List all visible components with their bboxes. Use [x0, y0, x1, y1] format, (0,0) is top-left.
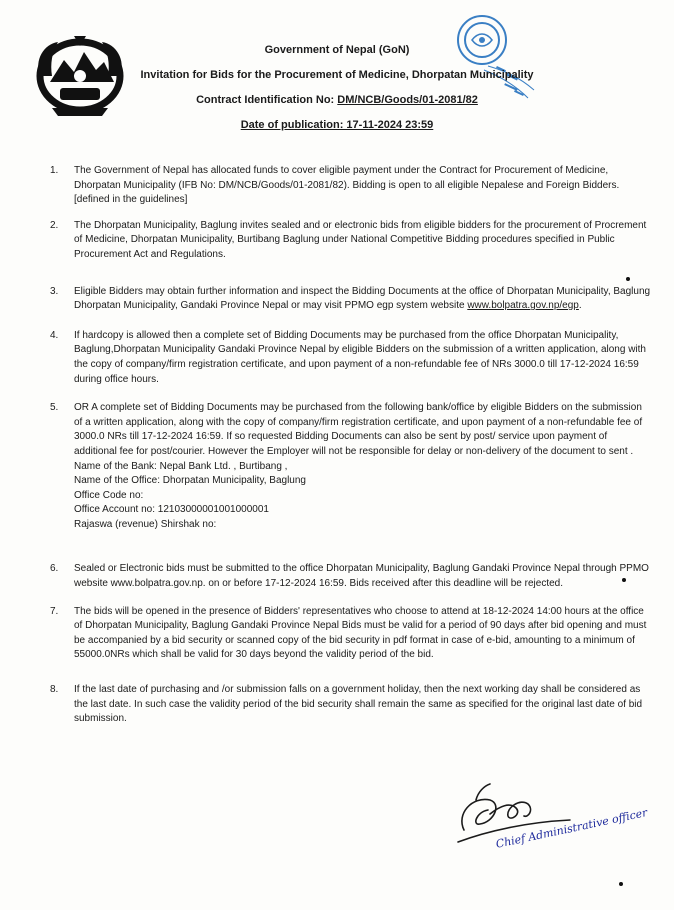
office-account-line: Office Account no: 12103000001001000001	[74, 504, 269, 516]
scan-speck	[619, 882, 623, 886]
list-item	[50, 219, 652, 263]
list-item	[50, 164, 652, 208]
item-text: The bids will be opened in the presence of Bidders' representatives who choose to attend at 18-12-2024 14:00 hours at the office of Dhorpatan Municipality, Baglung Gandaki Province Nepal Bids must be valid for a period of 90 days after bid opening and must be accompanied by a bid security or scanned copy of the bid security in pdf format in case of e-bid, amounting to a minimum of 55000.0NRs which shall be valid for 30 days beyond the validity period of the bid.	[74, 605, 647, 661]
list-item	[50, 401, 652, 532]
item-number: 3.	[50, 285, 59, 297]
government-title: Government of Nepal (GoN)	[264, 44, 410, 56]
item-text: If the last date of purchasing and /or submission falls on a government holiday, then the next working day shall be considered as the last date. In such case the validity period of the bid security shall remain the same as specified for the original last date of bid submission.	[74, 684, 643, 725]
item-text: OR A complete set of Bidding Documents may be purchased from the following bank/office by eligible Bidders on the submission of a written application, along with the copy of company/firm registration certificate, and upon payment of a non-refundable fee of 3000.0 NRs till 17-12-2024 16:59. If so requested Bidding Documents can also be sent by post/ service upon payment of additional fee for post/courier. However the Employer will not be responsible for delay or non-delivery of the document to sent .	[74, 402, 643, 457]
item-number: 7.	[50, 605, 59, 617]
officer-title: Chief Administrative officer	[494, 806, 649, 851]
item-number: 1.	[50, 165, 59, 176]
scan-speck	[622, 578, 626, 582]
item-number: 2.	[50, 219, 59, 231]
item-text: If hardcopy is allowed then a complete set of Bidding Documents may be purchased from the office Dhorpatan Municipality, Baglung,Dhorpatan Municipality Gandaki Province Nepal by eligible Bidders on the submission of a written application, along with the copy of company/firm registration certificate, and upon payment of a non-refundable fee of NRs 3000.0 till 17-12-2024 16:59 during office hours.	[74, 329, 646, 385]
publication-date: Date of publication: 17-11-2024 23:59	[240, 119, 434, 131]
list-item	[50, 285, 652, 314]
list-item	[50, 605, 652, 663]
contract-id-line	[0, 88, 674, 113]
item-text: The Dhorpatan Municipality, Baglung invites sealed and or electronic bids from eligible bidders for the procurement of Procrement of Medicine, Dhorpatan Municipality, Burtibang Baglung under National Competitive Bidding procedures specified in Public Procurement Act and Regulations.	[74, 219, 647, 260]
item-number: 6.	[50, 563, 59, 575]
item-number: 4.	[50, 329, 59, 341]
revenue-head-line: Rajaswa (revenue) Shirshak no:	[74, 518, 217, 530]
item-number: 5.	[50, 402, 59, 414]
contract-id-value: DM/NCB/Goods/01-2081/82	[337, 94, 478, 106]
item-text-tail: .	[578, 300, 582, 312]
handwritten-signature	[450, 770, 620, 860]
item-text: Sealed or Electronic bids must be submitted to the office Dhorpatan Municipality, Baglung Gandaki Province Nepal through PPMO website www.bolpatra.gov.np. on or before 17-12-2024 16:59. Bids received after this deadline will be rejected.	[74, 563, 649, 590]
egp-website-link[interactable]: www.bolpatra.gov.np/egp	[467, 300, 579, 312]
list-item	[50, 329, 652, 387]
office-code-line: Office Code no:	[74, 489, 144, 501]
list-item	[50, 562, 652, 591]
item-number: 8.	[50, 684, 59, 696]
item-text: The Government of Nepal has allocated funds to cover eligible payment under the Contract for Procurement of Medicine, Dhorpatan Municipality (IFB No: DM/NCB/Goods/01-2081/82). Bidding is open to all eligible Nepalese and Foreign Bidders.[defined in the guidelines]	[74, 165, 620, 206]
document-header	[0, 38, 674, 138]
scan-speck	[626, 277, 630, 281]
bid-items-list	[50, 164, 652, 727]
invitation-title: Invitation for Bids for the Procurement of Medicine, Dhorpatan Municipality	[140, 69, 534, 81]
contract-id-label: Contract Identification No:	[196, 94, 338, 106]
bank-name-line: Name of the Bank: Nepal Bank Ltd. , Burtibang ,	[74, 460, 288, 472]
office-name-line: Name of the Office: Dhorpatan Municipality, Baglung	[74, 475, 306, 487]
list-item	[50, 683, 652, 727]
item-text: Eligible Bidders may obtain further information and inspect the Bidding Documents at the office of Dhorpatan Municipality, Baglung Dhorpatan Municipality, Gandaki Province Nepal or may visit PPMO egp system website	[74, 285, 651, 312]
